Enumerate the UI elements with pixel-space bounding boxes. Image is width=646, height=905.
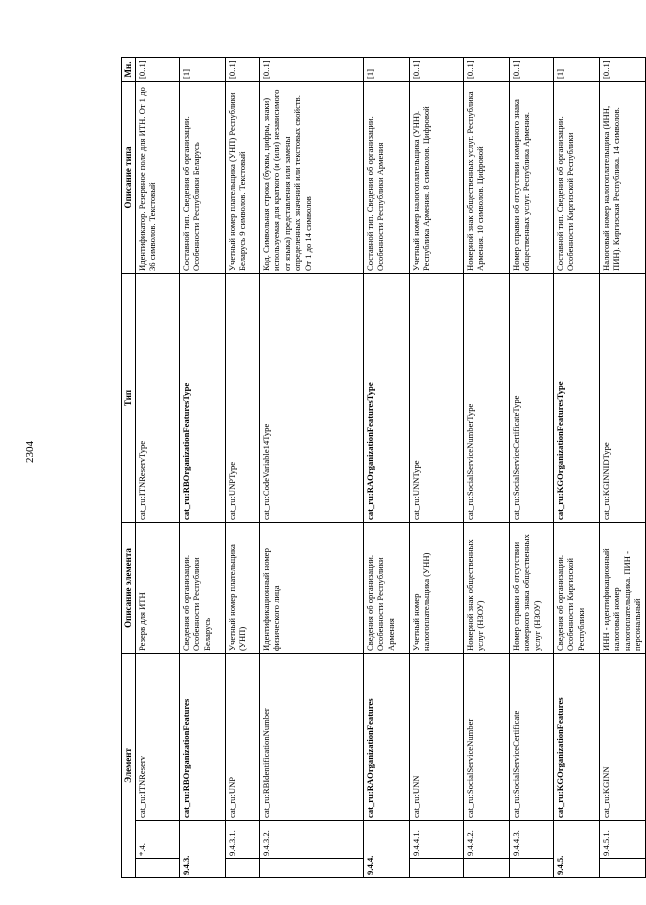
multiplicity: [0..1] bbox=[409, 57, 463, 81]
multiplicity: [1] bbox=[179, 57, 225, 81]
element-description: Сведения об организации. Особенности Республики Беларусь bbox=[179, 522, 225, 653]
indent-cell bbox=[463, 859, 509, 878]
type-name: cat_ru:RBOrganizationFeaturesType bbox=[179, 273, 225, 522]
row-number: 9.4.4.2. bbox=[463, 821, 509, 859]
header-description: Описание элемента bbox=[122, 522, 136, 653]
type-name: cat_ru:SocialServiceNumberType bbox=[463, 273, 509, 522]
row-number: 9.4.5.1. bbox=[599, 821, 645, 859]
element-description: Номер справки об отсутствии номерного знака общественных услуг (НЗОУ) bbox=[509, 522, 553, 653]
schema-table bbox=[121, 57, 646, 878]
row-number: 9.4.3.2. bbox=[259, 821, 363, 859]
element-description: Сведения об организации. Особенности Республики Армения bbox=[363, 522, 409, 653]
table-row bbox=[135, 57, 179, 877]
indent-cell bbox=[135, 859, 179, 878]
element-name: cat_ru:KGOrganizationFeatures bbox=[553, 653, 599, 820]
multiplicity: [1] bbox=[363, 57, 409, 81]
indent-cell bbox=[509, 859, 553, 878]
table-row bbox=[509, 57, 553, 877]
multiplicity: [0..1] bbox=[463, 57, 509, 81]
multiplicity: [0..1] bbox=[259, 57, 363, 81]
header-type-description: Описание типа bbox=[122, 81, 136, 273]
multiplicity: [0..1] bbox=[599, 57, 645, 81]
element-name: cat_ru:RBIdentificationNumber bbox=[259, 653, 363, 820]
type-description: Код. Символьная строка (буквы, цифры, знаки) используемая для краткого (и (или) независимого от языка) представления или замены определенных значений или текстовых свойств. От 1 до 14 символов bbox=[259, 81, 363, 273]
header-multiplicity: Мн. bbox=[122, 57, 136, 81]
type-description: Составной тип. Сведения об организации. Особенности Республики Беларусь bbox=[179, 81, 225, 273]
header-type: Тип bbox=[122, 273, 136, 522]
element-name: cat_ru:UNP bbox=[225, 653, 259, 820]
type-name: cat_ru:RAOrganizationFeaturesType bbox=[363, 273, 409, 522]
indent-cell bbox=[259, 859, 363, 878]
type-name: cat_ru:SocialServiceCertificateType bbox=[509, 273, 553, 522]
row-number: 9.4.3.1. bbox=[225, 821, 259, 859]
table-row bbox=[363, 57, 409, 877]
element-description: Идентификационный номер физического лица bbox=[259, 522, 363, 653]
multiplicity: [0..1] bbox=[225, 57, 259, 81]
table-row bbox=[553, 57, 599, 877]
element-description: Номерной знак общественных услуг (НЗОУ) bbox=[463, 522, 509, 653]
type-name: cat_ru:UNPType bbox=[225, 273, 259, 522]
multiplicity: [0..1] bbox=[509, 57, 553, 81]
row-number: 9.4.4.1. bbox=[409, 821, 463, 859]
row-number: *.4. bbox=[135, 821, 179, 859]
row-number: 9.4.5. bbox=[553, 821, 599, 878]
indent-cell bbox=[599, 859, 645, 878]
multiplicity: [1] bbox=[553, 57, 599, 81]
type-description: Номер справки об отсутствии номерного знака общественных услуг. Республика Армения. bbox=[509, 81, 553, 273]
type-description: Учетный номер налогоплательщика (УНН). Республика Армения. 8 символов. Цифровой bbox=[409, 81, 463, 273]
element-name: cat_ru:ITNReserv bbox=[135, 653, 179, 820]
element-name: cat_ru:RAOrganizationFeatures bbox=[363, 653, 409, 820]
element-description: Сведения об организации. Особенности Киргизской Республики bbox=[553, 522, 599, 653]
table-body bbox=[135, 57, 645, 877]
type-description: Составной тип. Сведения об организации. Особенности Республики Армения bbox=[363, 81, 409, 273]
element-name: cat_ru:RBOrganizationFeatures bbox=[179, 653, 225, 820]
rotated-page bbox=[121, 58, 646, 878]
table-row bbox=[259, 57, 363, 877]
type-name: cat_ru:CodeVariable14Type bbox=[259, 273, 363, 522]
type-description: Идентификатор. Резервное поле для ИТН. От 1 до 36 символов. Текстовый bbox=[135, 81, 179, 273]
row-number: 9.4.4.3. bbox=[509, 821, 553, 859]
header-element: Элемент bbox=[122, 653, 136, 877]
indent-cell bbox=[409, 859, 463, 878]
type-name: cat_ru:ITNReservType bbox=[135, 273, 179, 522]
element-description: Учетный номер плательщика (УНП) bbox=[225, 522, 259, 653]
type-description: Номерной знак общественных услуг. Республика Армения. 10 символов. Цифровой bbox=[463, 81, 509, 273]
type-description: Учетный номер плательщика (УНП) Республики Беларусь 9 символов. Текстовый bbox=[225, 81, 259, 273]
type-name: cat_ru:KGINNIDType bbox=[599, 273, 645, 522]
type-description: Составной тип. Сведения об организации. Особенности Киргизской Республики bbox=[553, 81, 599, 273]
element-description: Резерв для ИТН bbox=[135, 522, 179, 653]
element-name: cat_ru:KGINN bbox=[599, 653, 645, 820]
table-row bbox=[225, 57, 259, 877]
table-header-row bbox=[122, 57, 136, 877]
multiplicity: [0..1] bbox=[135, 57, 179, 81]
element-name: cat_ru:SocialServiceNumber bbox=[463, 653, 509, 820]
element-description: Учетный номер налогоплательщика (УНН) bbox=[409, 522, 463, 653]
page-number: 2304 bbox=[24, 441, 36, 463]
element-description: ИНН - идентификационный налоговый номер налогоплательщика. ПИН - персональный bbox=[599, 522, 645, 653]
table-row bbox=[463, 57, 509, 877]
type-name: cat_ru:UNNType bbox=[409, 273, 463, 522]
row-number: 9.4.4. bbox=[363, 821, 409, 878]
indent-cell bbox=[225, 859, 259, 878]
table-row bbox=[179, 57, 225, 877]
type-description: Налоговый номер налогоплательщика (ИНН, ПИН). Киргизская Республика. 14 символов. bbox=[599, 81, 645, 273]
type-name: cat_ru:KGOrganizationFeaturesType bbox=[553, 273, 599, 522]
element-name: cat_ru:UNN bbox=[409, 653, 463, 820]
table-row bbox=[599, 57, 645, 877]
table-row bbox=[409, 57, 463, 877]
row-number: 9.4.3. bbox=[179, 821, 225, 878]
element-name: cat_ru:SocialServiceCertificate bbox=[509, 653, 553, 820]
